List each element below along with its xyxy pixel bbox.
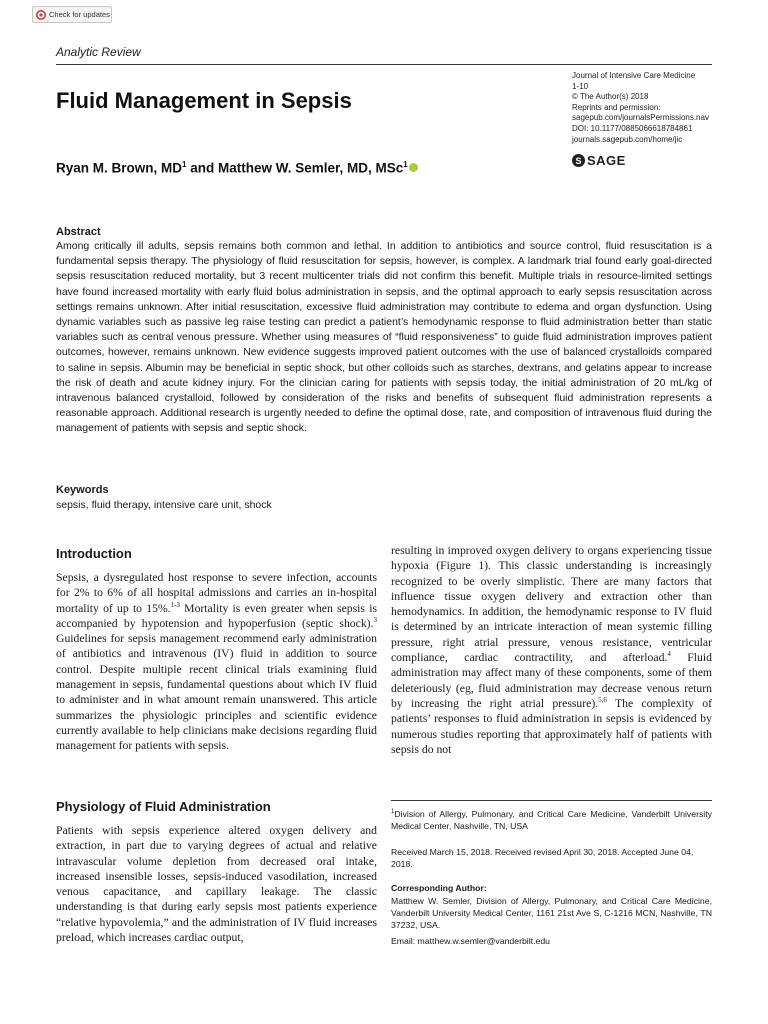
author-joiner: and bbox=[186, 160, 218, 176]
physiology-paragraph: Patients with sepsis experience altered oxygen delivery and extraction, in part due to varying degrees of actual and relative intravascular volume depletion from decreased oral intake, increased insensible losses, sepsis-induced vasodilation, increased venous capacitance, and capillary leakage. The classic understanding is that during early sepsis most patients experience “relative hypovolemia,” and the administration of IV fluid increases preload, which increases cardiac output, bbox=[56, 824, 377, 945]
affiliation-text: Division of Allergy, Pulmonary, and Critical Care Medicine, Vanderbilt University Medical Center, Nashville, TN, USA bbox=[391, 808, 712, 831]
abstract-text: Among critically ill adults, sepsis remains both common and lethal. In addition to antibiotics and source control, fluid resuscitation is a fundamental sepsis therapy. The physiology of fluid resuscitation for sepsis, however, is complex. A landmark trial found early goal-directed sepsis resuscitation reduced mortality, but 3 recent multicenter trials did not confirm this benefit. Multiple trials in resource-limited settings have found increased mortality with early fluid bolus administration in sepsis, and the optimal approach to early sepsis resuscitation across settings remains unknown. After initial resuscitation, excessive fluid administration may contribute to edema and organ dysfunction. Using dynamic variables such as passive leg raise testing can predict a patient’s hemodynamic response to fluid administration better than static variables such as central venous pressure. Whether using measures of “fluid responsiveness” to guide fluid administration improves patient outcomes, however, remains unknown. New evidence suggests improved patient outcomes with the use of balanced crystalloids compared to saline in sepsis. Albumin may be beneficial in septic shock, but other colloids such as starches, dextrans, and gelatins appear to increase the risk of death and acute kidney injury. For the clinician caring for patients with sepsis today, the initial administration of 20 mL/kg of intravenous balanced crystalloid, followed by consideration of the risks and benefits of subsequent fluid administration represents a reasonable approach. Additional research is urgently needed to define the optimal dose, rate, and composition of intravenous fluid during the management of patients with sepsis and septic shock. bbox=[56, 240, 712, 435]
citation-marker[interactable]: 3 bbox=[373, 616, 377, 624]
sage-logo bbox=[572, 153, 626, 168]
paragraph-text: Guidelines for sepsis management recommend early administration of antibiotics and intravenous (IV) fluid in addition to source control. Despite multiple recent clinical trials examining fluid management in sepsis, fundamental questions about which IV fluid to administer and in what amount remain unanswered. This article summarizes the physiologic principles and scientific evidence currently available to help clinicians make decisions regarding fluid management for patients with sepsis. bbox=[56, 632, 377, 753]
journal-url-link[interactable]: journals.sagepub.com/home/jic bbox=[572, 134, 683, 144]
copyright: © The Author(s) 2018 bbox=[572, 92, 649, 102]
journal-name: Journal of Intensive Care Medicine bbox=[572, 71, 696, 80]
page-range: 1-10 bbox=[572, 81, 589, 91]
introduction-heading: Introduction bbox=[56, 546, 132, 561]
citation-marker[interactable]: 1-3 bbox=[170, 600, 180, 609]
citation-marker[interactable]: 4 bbox=[667, 650, 671, 659]
citation-marker[interactable]: 5,6 bbox=[598, 696, 607, 705]
author-name: Matthew W. Semler, MD, MSc bbox=[217, 160, 404, 176]
permissions-link[interactable]: sagepub.com/journalsPermissions.nav bbox=[572, 113, 709, 123]
journal-info bbox=[572, 71, 732, 145]
keywords-list: sepsis, fluid therapy, intensive care unit, shock bbox=[56, 499, 272, 511]
check-for-updates-label: Check for updates bbox=[49, 10, 110, 19]
affiliation-marker: 1 bbox=[182, 160, 187, 169]
received-dates: Received March 15, 2018. Received revised April 30, 2018. Accepted June 04, 2018. bbox=[391, 847, 694, 869]
paragraph-text: resulting in improved oxygen delivery to organs experiencing tissue hypoxia (Figure 1). This classic understanding is increasingly recognized to be overly simplistic. There are many factors that influence tissue oxygen delivery and extraction other than hemodynamics. In addition, the hemodynamic response to IV fluid is determined by an intricate interaction of mean systemic filling pressure, right atrial pressure, venous resistance, ventricular compliance, cardiac contractility, and afterload. bbox=[391, 544, 712, 665]
corresponding-author-address: Matthew W. Semler, Division of Allergy, Pulmonary, and Critical Care Medicine, Vanderbilt University Medical Center, 1161 21st Ave S, C-1216 MCN, Nashville, TN 37232, USA. bbox=[391, 896, 712, 930]
paragraph-text: The complexity of patients’ responses to fluid administration in sepsis is evidenced by numerous studies reporting that approximately half of patients with sepsis do not bbox=[391, 696, 712, 756]
sage-logo-icon: S bbox=[572, 154, 585, 167]
check-for-updates-button[interactable] bbox=[32, 6, 112, 23]
paragraph-text: Fluid administration may affect many of these components, some of them deleteriously (eg, fluid administration may decrease venous return by increasing the right atrial pressure). bbox=[391, 651, 712, 710]
author-line bbox=[56, 160, 418, 176]
corresponding-email-link[interactable]: Email: matthew.w.semler@vanderbilt.edu bbox=[391, 936, 550, 946]
right-column-paragraph bbox=[391, 543, 712, 757]
orcid-icon[interactable] bbox=[409, 163, 418, 172]
article-type: Analytic Review bbox=[56, 45, 141, 59]
abstract-heading: Abstract bbox=[56, 226, 101, 238]
reprints-label: Reprints and permission: bbox=[572, 102, 661, 112]
introduction-paragraph bbox=[56, 570, 377, 754]
article-title: Fluid Management in Sepsis bbox=[56, 88, 352, 113]
affiliation-marker: 1 bbox=[391, 809, 395, 815]
header-divider bbox=[56, 64, 712, 65]
affiliation-footnote bbox=[391, 806, 712, 832]
doi-link[interactable]: DOI: 10.1177/0885066618784861 bbox=[572, 123, 693, 133]
physiology-heading: Physiology of Fluid Administration bbox=[56, 799, 271, 814]
affiliation-marker: 1 bbox=[403, 160, 408, 169]
corresponding-author-heading: Corresponding Author: bbox=[391, 883, 487, 893]
footnote-divider bbox=[391, 800, 712, 801]
author-name: Ryan M. Brown, MD bbox=[56, 160, 183, 176]
paragraph-text: Mortality is even greater when sepsis is accompanied by hypotension and hypoperfusion (septic shock). bbox=[56, 601, 377, 630]
crossmark-icon bbox=[36, 10, 46, 20]
paragraph-text: Sepsis, a dysregulated host response to severe infection, accounts for 2% to 6% of all hospital admissions and carries an in-hospital mortality of up to 15%. bbox=[56, 571, 377, 615]
publisher-name: SAGE bbox=[587, 153, 626, 168]
keywords-heading: Keywords bbox=[56, 484, 109, 496]
